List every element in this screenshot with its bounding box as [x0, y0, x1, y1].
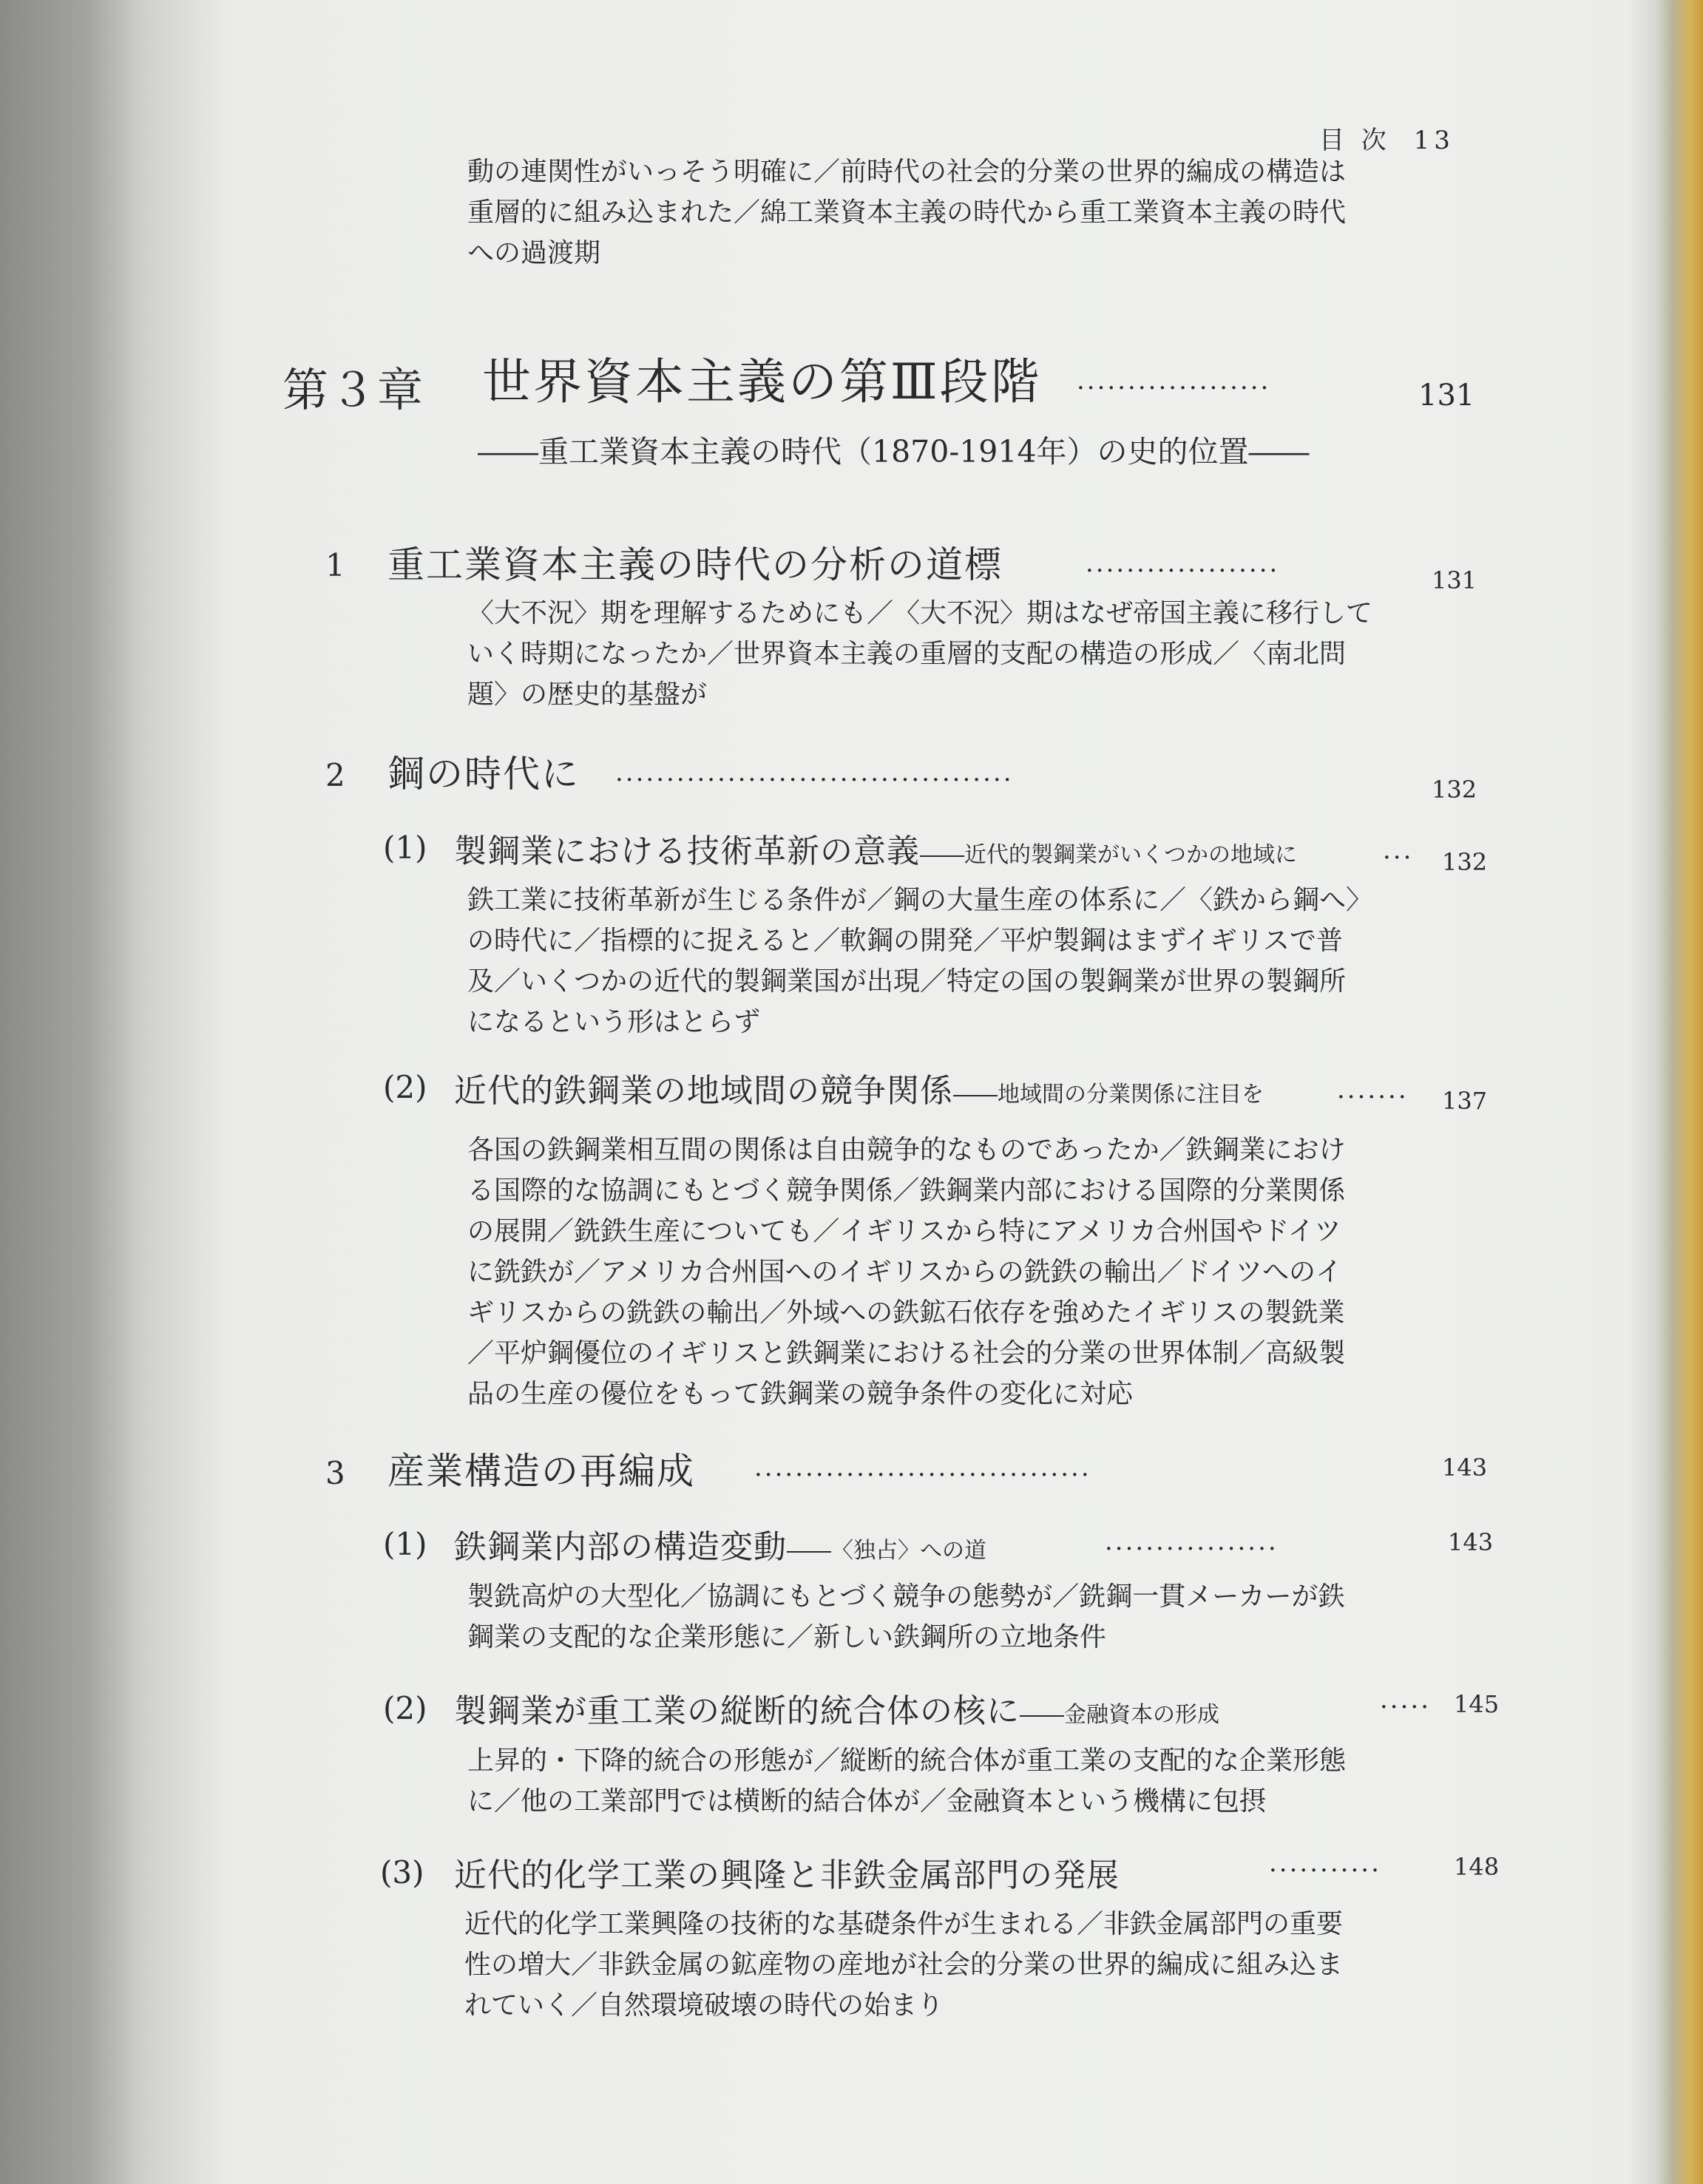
text-line: 鋼業の支配的な企業形態に／新しい鉄鋼所の立地条件 — [467, 1622, 1107, 1652]
subsection-number: (2) — [383, 1069, 427, 1105]
subsection-number: (1) — [383, 1526, 427, 1562]
leader-dots: ··········· — [1269, 1856, 1381, 1885]
subsection-title — [454, 1848, 1120, 1896]
text-line: いく時期になったか／世界資本主義の重層的支配の構造の形成／〈南北問 — [467, 639, 1347, 669]
text-line: 動の連関性がいっそう明確に／前時代の社会的分業の世界的編成の構造は — [467, 157, 1347, 187]
subsection-summary — [467, 1576, 1345, 1658]
subsection-title — [454, 1064, 1264, 1111]
leader-dots: ······································· — [615, 765, 1014, 795]
subsection-summary — [467, 880, 1372, 1042]
text-line: 品の生産の優位をもって鉄鋼業の競争条件の変化に対応 — [467, 1379, 1134, 1409]
text-line: 各国の鉄鋼業相互間の関係は自由競争的なものであったか／鉄鋼業におけ — [467, 1135, 1346, 1165]
subsection-title-dash: ――〈独占〉への道 — [787, 1538, 986, 1564]
text-line: に／他の工業部門では横断的結合体が／金融資本という機構に包摂 — [467, 1786, 1267, 1817]
running-header — [1319, 120, 1455, 156]
subsection-title-text: 近代的化学工業の興隆と非鉄金属部門の発展 — [454, 1856, 1120, 1894]
leader-dots: ················· — [1105, 1534, 1279, 1564]
subsection-page-number: 137 — [1442, 1087, 1488, 1115]
subsection-page-number: 148 — [1454, 1853, 1500, 1881]
text-line: の展開／銑鉄生産についても／イギリスから特にアメリカ合州国やドイツ — [467, 1216, 1341, 1247]
section-page-number: 143 — [1442, 1454, 1488, 1482]
subsection-page-number: 143 — [1448, 1528, 1494, 1556]
header-page-number: 13 — [1413, 126, 1455, 155]
subsection-title-text: 製鋼業が重工業の縦断的統合体の核に — [454, 1692, 1020, 1730]
subsection-title-dash: ――近代的製鋼業がいくつかの地域に — [920, 842, 1297, 868]
subsection-title-text: 近代的鉄鋼業の地域間の競争関係 — [454, 1072, 953, 1110]
section-title: 産業構造の再編成 — [387, 1450, 695, 1493]
chapter-subtitle: ――重工業資本主義の時代（1870-1914年）の史的位置―― — [478, 434, 1310, 469]
text-line: れていく／自然環境破壊の時代の始まり — [464, 1990, 944, 2021]
text-line: になるという形はとらず — [467, 1007, 761, 1037]
section-title: 重工業資本主義の時代の分析の道標 — [387, 543, 1003, 586]
intro-paragraph — [467, 152, 1346, 274]
section-title: 鋼の時代に — [387, 753, 580, 796]
section-number: 1 — [325, 547, 345, 583]
leader-dots: ································· — [754, 1460, 1091, 1490]
subsection-title-dash: ――地域間の分業関係に注目を — [953, 1082, 1264, 1108]
section-page-number: 132 — [1432, 776, 1477, 804]
section-number: 2 — [325, 757, 345, 793]
text-line: 性の増大／非鉄金属の鉱産物の産地が社会的分業の世界的編成に組み込ま — [464, 1950, 1344, 1980]
text-line: ／平炉鋼優位のイギリスと鉄鋼業における社会的分業の世界体制／高級製 — [467, 1338, 1346, 1369]
text-line: 上昇的・下降的統合の形態が／縦断的統合体が重工業の支配的な企業形態 — [467, 1746, 1347, 1776]
section-summary — [467, 593, 1372, 715]
text-line: の時代に／指標的に捉えると／軟鋼の開発／平炉製鋼はまずイギリスで普 — [467, 926, 1344, 956]
subsection-summary — [467, 1130, 1346, 1414]
subsection-title — [454, 1684, 1219, 1732]
text-line: への過渡期 — [467, 238, 601, 268]
text-line: 〈大不況〉期を理解するためにも／〈大不況〉期はなぜ帝国主義に移行して — [467, 598, 1373, 628]
page-gutter-shadow — [0, 0, 222, 2184]
chapter-label: 第３章 — [282, 363, 425, 417]
section-number: 3 — [325, 1455, 345, 1491]
subsection-number: (3) — [380, 1854, 424, 1890]
subsection-number: (1) — [383, 830, 427, 866]
subsection-page-number: 132 — [1442, 848, 1488, 876]
leader-dots: ··················· — [1077, 373, 1271, 403]
subsection-title — [454, 824, 1297, 872]
header-label: 目 次 — [1319, 126, 1391, 155]
subsection-title-text: 製鋼業における技術革新の意義 — [454, 832, 920, 870]
subsection-title-dash: ――金融資本の形成 — [1020, 1702, 1219, 1728]
chapter-title: 世界資本主義の第Ⅲ段階 — [482, 353, 1042, 410]
subsection-summary — [464, 1904, 1343, 2026]
subsection-number: (2) — [383, 1690, 427, 1726]
subsection-summary — [467, 1740, 1346, 1822]
leader-dots: ····· — [1380, 1692, 1432, 1722]
subsection-title — [454, 1520, 986, 1567]
text-line: 鉄工業に技術革新が生じる条件が／鋼の大量生産の体系に／〈鉄から鋼へ〉 — [467, 885, 1373, 915]
leader-dots: ··· — [1383, 843, 1414, 872]
section-page-number: 131 — [1432, 566, 1477, 594]
text-line: る国際的な協調にもとづく競争関係／鉄鋼業内部における国際的分業関係 — [467, 1176, 1346, 1206]
leader-dots: ··················· — [1086, 556, 1280, 586]
text-line: 近代的化学工業興隆の技術的な基礎条件が生まれる／非鉄金属部門の重要 — [464, 1909, 1344, 1939]
text-line: 製銑高炉の大型化／協調にもとづく競争の態勢が／銑鋼一貫メーカーが鉄 — [467, 1581, 1345, 1612]
text-line: に銑鉄が／アメリカ合州国へのイギリスからの銑鉄の輸出／ドイツへのイ — [467, 1257, 1342, 1287]
text-line: ギリスからの銑鉄の輸出／外域への鉄鉱石依存を強めたイギリスの製銑業 — [467, 1298, 1345, 1328]
subsection-title-text: 鉄鋼業内部の構造変動 — [454, 1528, 787, 1566]
text-line: 重層的に組み込まれた／綿工業資本主義の時代から重工業資本主義の時代 — [467, 197, 1347, 228]
subsection-page-number: 145 — [1454, 1690, 1500, 1718]
leader-dots: ······· — [1337, 1082, 1409, 1112]
chapter-page-number: 131 — [1418, 379, 1475, 413]
text-line: 題〉の歴史的基盤が — [467, 679, 708, 710]
text-line: 及／いくつかの近代的製鋼業国が出現／特定の国の製鋼業が世界の製鋼所 — [467, 966, 1347, 997]
